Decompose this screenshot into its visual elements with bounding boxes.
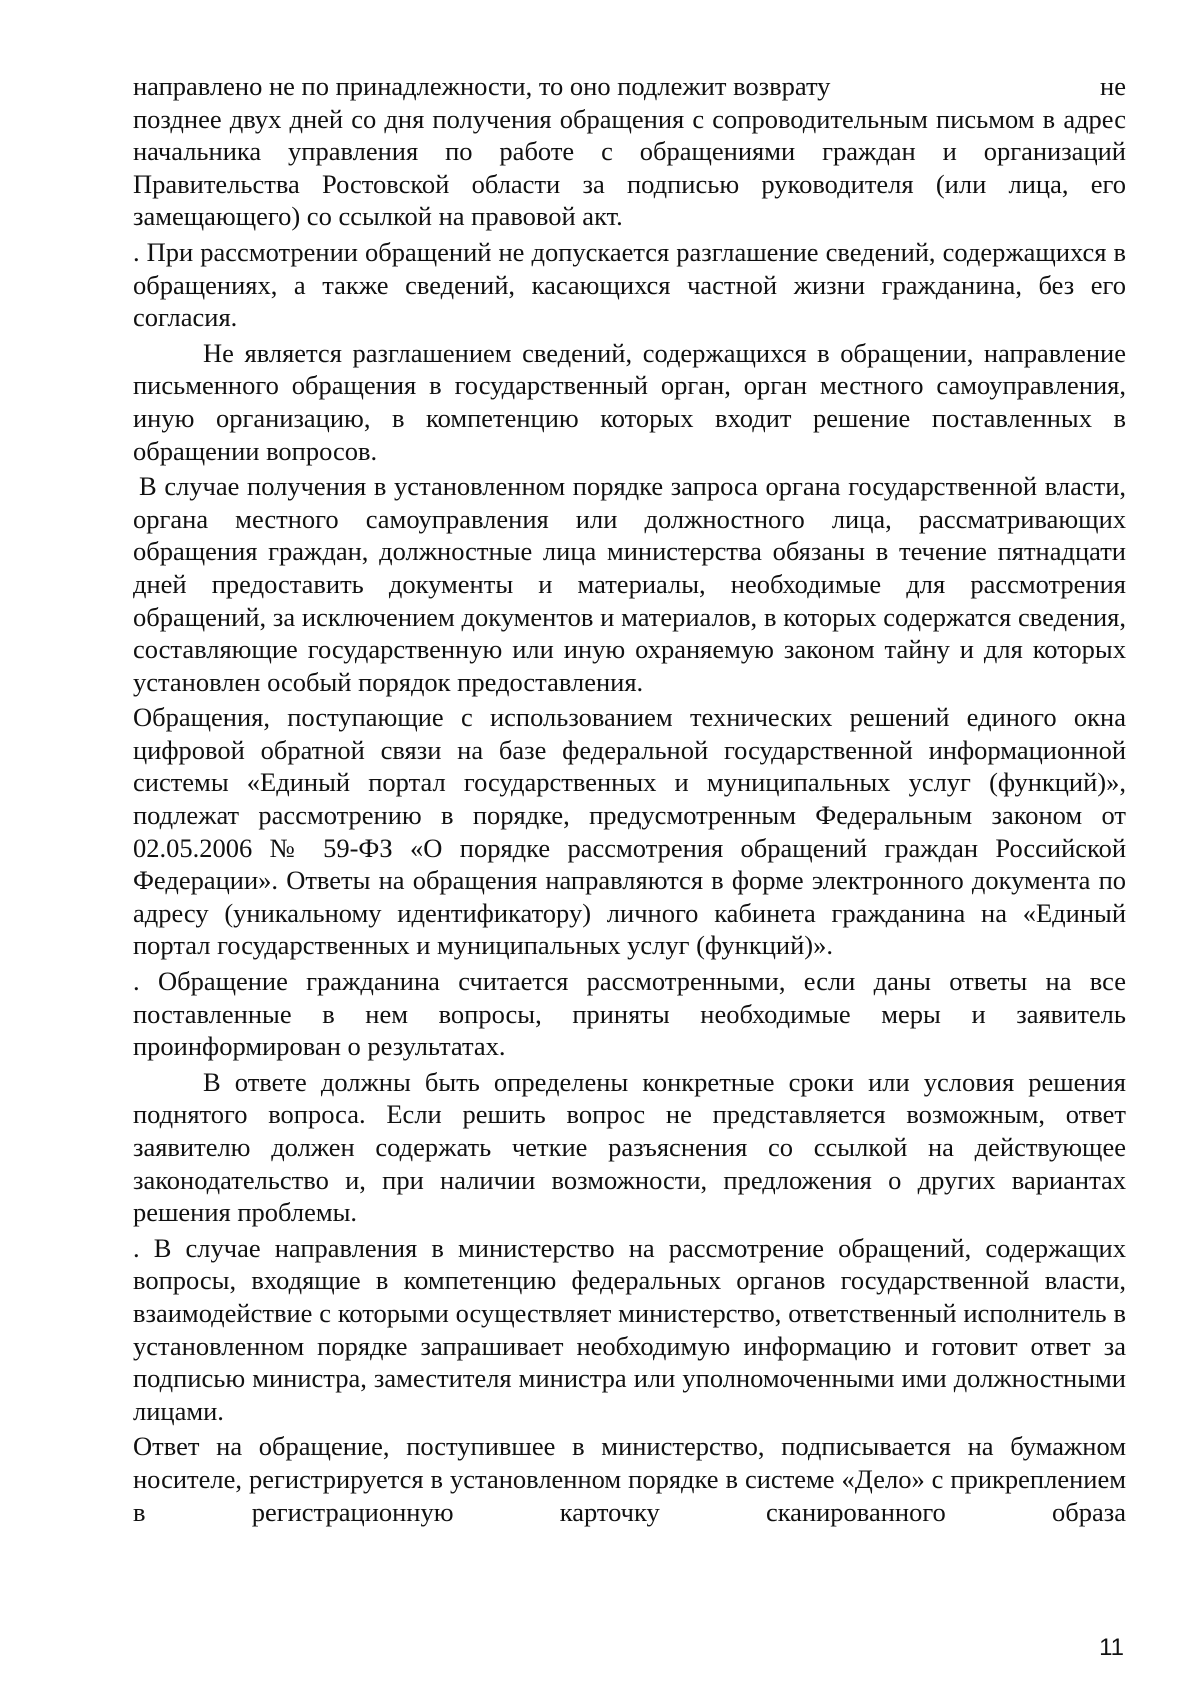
document-body <box>133 70 1126 1528</box>
paragraph-answer-content: В ответе должны быть определены конкретные сроки или условия решения поднятого вопроса. Если решить вопрос не представляется возможным, ответ заявителю должен содержать четкие разъяснения со ссылкой на действующее законодательство и, при наличии возможности, предложения о других вариантах решения проблемы. <box>133 1066 1126 1228</box>
paragraph-considered-appeal: . Обращение гражданина считается рассмотренными, если даны ответы на все поставленные в нем вопросы, приняты необходимые меры и заявитель проинформирован о результатах. <box>133 966 1126 1062</box>
paragraph-first-line-start: направлено не по принадлежности, то оно подлежит возврату <box>133 71 831 101</box>
paragraph-return-of-appeal <box>133 70 1126 233</box>
paragraph-digital-feedback: Обращения, поступающие с использованием технических решений единого окна цифровой обратной связи на базе федеральной государственной информационной системы «Единый портал государственных и муниципальных услуг (функций)», подлежат рассмотрению в порядке, предусмотренным Федеральным законом от 02.05.2006 № 59-ФЗ «О порядке рассмотрения обращений граждан Российской Федерации». Ответы на обращения направляются в форме электронного документа по адресу (уникальному идентификатору) личного кабинета гражданина на «Единый портал государственных и муниципальных услуг (функций)». <box>133 702 1126 961</box>
paragraph-continuation: позднее двух дней со дня получения обращения с сопроводительным письмом в адрес начальника управления по работе с обращениями граждан и организаций Правительства Ростовской области за подписью руководителя (или лица, его замещающего) со ссылкой на правовой акт. <box>133 103 1126 232</box>
paragraph-request-documents: В случае получения в установленном порядке запроса органа государственной власти, органа местного самоуправления или должностного лица, рассматривающих обращения граждан, должностные лица министерства обязаны в течение пятнадцати дней предоставить документы и материалы, необходимые для рассмотрения обращений, за исключением документов и материалов, в которых содержатся сведения, составляющие государственную или иную охраняемую законом тайну и для которых установлен особый порядок предоставления. <box>133 471 1126 697</box>
paragraph-federal-competence: . В случае направления в министерство на рассмотрение обращений, содержащих вопросы, входящие в компетенцию федеральных органов государственной власти, взаимодействие с которыми осуществляет министерство, ответственный исполнитель в установленном порядке запрашивает необходимую информацию и готовит ответ за подписью министра, заместителя министра или уполномоченными ими должностными лицами. <box>133 1232 1126 1426</box>
paragraph-confidentiality: . При рассмотрении обращений не допускается разглашение сведений, содержащихся в обращениях, а также сведений, касающихся частной жизни гражданина, без его согласия. <box>133 236 1126 333</box>
paragraph-first-line-end: не <box>1100 71 1126 101</box>
page-number: 11 <box>1099 1634 1124 1661</box>
paragraph-answer-signing: Ответ на обращение, поступившее в министерство, подписывается на бумажном носителе, регистрируется в установленном порядке в системе «Дело» с прикреплением в регистрационную карточку сканированного образа <box>133 1431 1126 1527</box>
paragraph-not-disclosure: Не является разглашением сведений, содержащихся в обращении, направление письменного обращения в государственный орган, орган местного самоуправления, иную организацию, в компетенцию которых входит решение поставленных в обращении вопросов. <box>133 337 1126 466</box>
